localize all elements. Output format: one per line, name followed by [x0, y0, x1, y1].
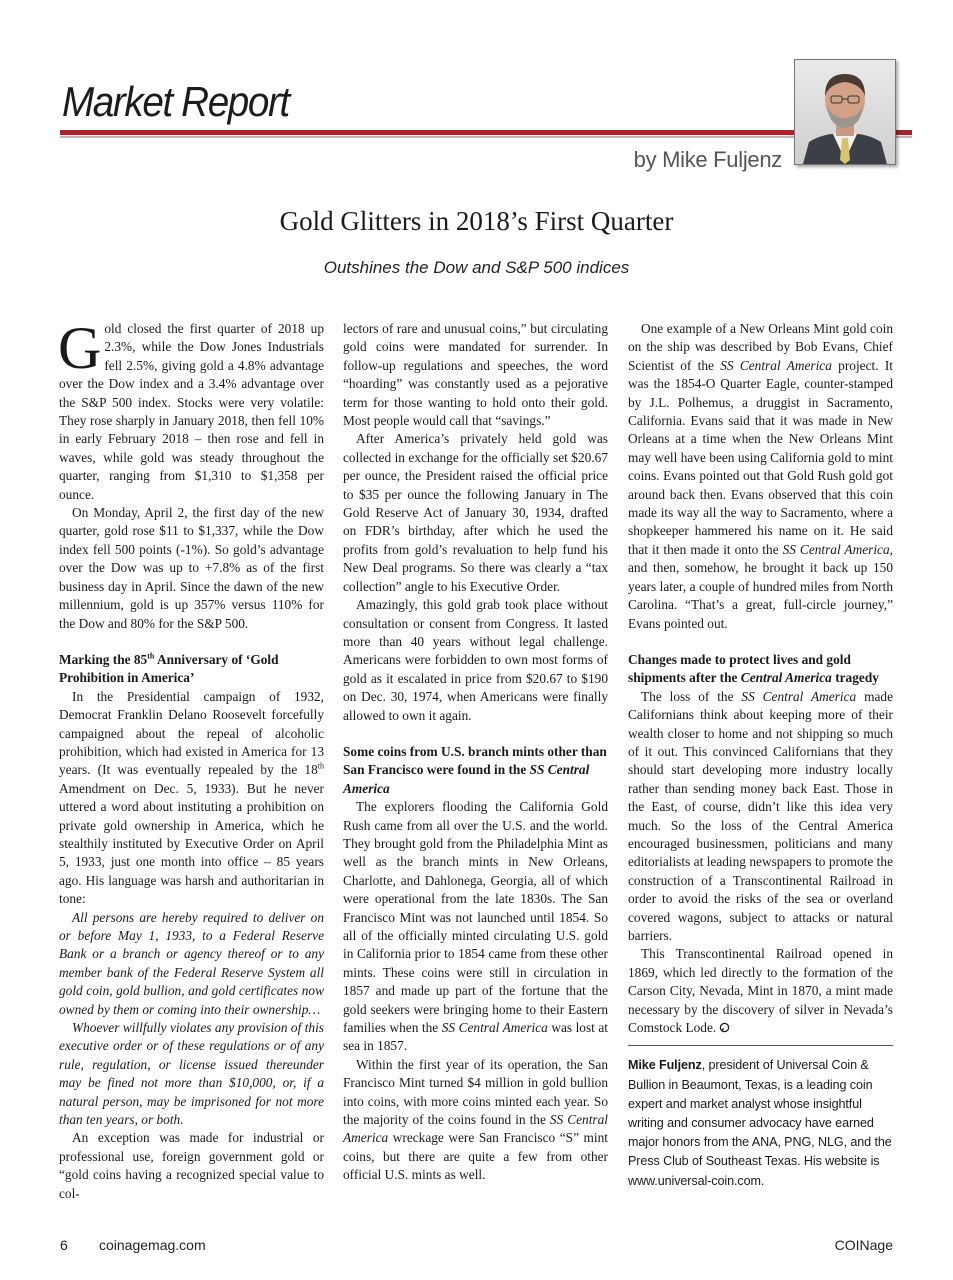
- section-heading: Some coins from U.S. branch mints other than San Francisco were found in the SS Central America: [343, 743, 607, 796]
- paragraph: The loss of the SS Central America made Californians think about keeping more of their wealth closer to home and not shipping so much of it out. This convinced Californians that they should start developing more industry locally rather than sending money back East. Those in the East, of course, didn’t like this idea very much. So the loss of the Central America encouraged businessmen, politicians and many editorialists at leading newspapers to promote the construction of a Transcontinental Railroad in order to avoid the risks of the sea or overland covered wagons, subject to attacks or natural barriers.: [628, 688, 893, 943]
- header-red-rule: [60, 130, 912, 135]
- footer-site-link[interactable]: coinagemag.com: [99, 1237, 206, 1253]
- paragraph: This Transcontinental Railroad opened in 1869, which led directly to the formation of the Carson City, Nevada, Mint in 1870, a mint made necessary by the discovery of silver in Nevada’s Comstock Lode.: [628, 946, 893, 1036]
- author-bio: Mike Fuljenz, president of Universal Coin & Bullion in Beaumont, Texas, is a leading coin expert and market analyst whose insightful writing and consumer advocacy have earned major honors from the ANA, PNG, NLG, and the Press Club of Southeast Texas. His website is www.universal-coin.com.: [628, 1058, 892, 1188]
- paragraph: The explorers flooding the California Gold Rush came from all over the U.S. and the world. They brought gold from the Philadelphia Mint as well as the branch mints in New Orleans, Charlotte, and Dahlonega, Georgia, all of which were operational from the late 1830s. The San Francisco Mint was not launched until 1854. So all of the officially minted circulating U.S. gold in California prior to 1854 came from these other mints. These coins were still in circulation in 1857 and made up part of the fortune that the gold seekers were bringing home to their Eastern families when the SS Central America was lost at sea in 1857.: [343, 799, 608, 1054]
- drop-cap: G: [58, 315, 102, 381]
- paragraph: After America’s privately held gold was collected in exchange for the officially set $20.67 per ounce, the President raised the official price to $35 per ounce the following January in The Gold Reserve Act of January 30, 1934, drafted on FDR’s birthday, after which he used the profits from gold’s revaluation to help fund his New Deal programs. So there was clearly a “tax collection” angle to his Executive Order.: [343, 431, 608, 594]
- byline: by Mike Fuljenz: [633, 147, 782, 172]
- article-column-1: [58, 315, 324, 1203]
- block-quote: All persons are hereby required to deliver on or before May 1, 1933, to a Federal Reserve Bank or a branch or agency thereof or to any member bank of the Federal Reserve System all gold coin, gold bullion, and gold certificates now owned by them or coming into their ownership…: [59, 909, 324, 1017]
- article-column-2: [343, 320, 608, 1185]
- article-column-3: [628, 320, 893, 1191]
- section-heading: Marking the 85th Anniversary of ‘Gold Prohibition in America’: [59, 651, 279, 686]
- paragraph: Within the first year of its operation, the San Francisco Mint turned $4 million in gold bullion into coins, with more coins minted each year. So the majority of the coins found in the SS Central America wreckage were San Francisco “S” mint coins, but there are quite a few from other official U.S. mints as well.: [343, 1056, 608, 1183]
- paragraph: An exception was made for industrial or professional use, foreign government gold or “gold coins having a recognized special value to col-: [59, 1130, 324, 1201]
- block-quote: Whoever willfully violates any provision of this executive order or of these regulations or of any rule, regulation, or license issued thereunder may be fined not more than $10,000, or, if a natural person, may be imprisoned for not more than ten years, or both.: [59, 1020, 324, 1128]
- bio-author-name: Mike Fuljenz: [628, 1058, 702, 1073]
- paragraph: Gold closed the first quarter of 2018 up 2.3%, while the Dow Jones Industrials fell 2.5%, giving gold a 4.8% advantage over the Dow index and a 3.4% advantage over the S&P 500 index. Stocks were very volatile: They rose sharply in January 2018, then fell 10% in early February 2018 – then rose and fell in waves, while gold was steady throughout the quarter, ranging from $1,310 to $1,358 per ounce.: [58, 315, 324, 502]
- paragraph: On Monday, April 2, the first day of the new quarter, gold rose $11 to $1,337, while the Dow index fell 500 points (-1%). So gold’s advantage over the Dow was up to +7.8% as of the first business day in April. Since the dawn of the new millennium, gold is up 357% versus 110% for the Dow and 80% for the S&P 500.: [59, 505, 324, 631]
- article-headline: Gold Glitters in 2018’s First Quarter: [279, 206, 674, 236]
- author-photo: [794, 59, 896, 165]
- page-number: 6: [60, 1237, 68, 1253]
- paragraph: In the Presidential campaign of 1932, Democrat Franklin Delano Roosevelt forcefully campaigned about the repeal of alcoholic prohibition, which had existed in America for 13 years. (It was eventually repealed by the 18th Amendment on Dec. 5, 1933). But he never uttered a word about instituting a prohibition on private gold ownership in America, which he stealthily instituted by Executive Order on April 5, 1933, just one month into office – 85 years ago. His language was harsh and authoritarian in tone:: [59, 688, 324, 907]
- article-subheadline: Outshines the Dow and S&P 500 indices: [323, 258, 630, 277]
- section-title: Market Report: [62, 78, 289, 125]
- paragraph: Amazingly, this gold grab took place without consultation or consent from Congress. It lasted more than 40 years without legal challenge. Americans were forbidden to own most forms of gold as it escalated in price from $20.67 to $190 on Dec. 30, 1974, when Americans were finally allowed to own it again.: [343, 597, 608, 723]
- end-mark-icon: [719, 1022, 730, 1033]
- section-heading: Changes made to protect lives and gold shipments after the Central America tragedy: [628, 651, 879, 686]
- paragraph: lectors of rare and unusual coins,” but circulating gold coins were mandated for surrender. In follow-up regulations and speeches, the word “hoarding” was constantly used as a pejorative term for those wanting to hold onto their gold. Most people would call that “savings.”: [343, 321, 608, 429]
- header-gray-rule: [60, 136, 912, 138]
- paragraph: One example of a New Orleans Mint gold coin on the ship was described by Bob Evans, Chief Scientist of the SS Central America project. It was the 1854-O Quarter Eagle, counter-stamped by J.L. Polhemus, a druggist in Sacramento, California. Evans said that it was made in New Orleans at a time when the New Orleans Mint may well have been using California gold to mint coins. Evans pointed out that Gold Rush gold got around back then. Evans observed that this coin made its way all the way to Sacramento, where a shopkeeper hammered his name on it. He said that it then made it onto the SS Central America, and then, somehow, he brought it back up 150 years later, a couple of hundred miles from North Carolina. “That’s a great, full-circle journey,” Evans pointed out.: [628, 321, 893, 631]
- footer-brand: COINage: [834, 1237, 893, 1253]
- bio-divider: [628, 1045, 893, 1046]
